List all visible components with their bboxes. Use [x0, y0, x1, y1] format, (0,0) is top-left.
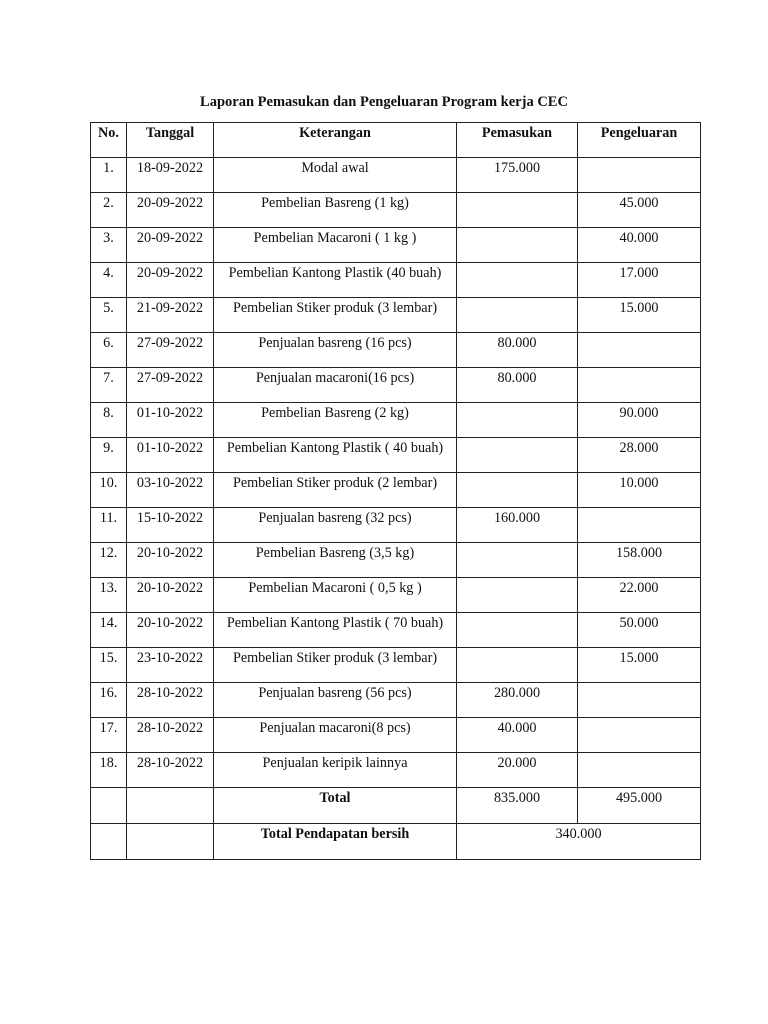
cell-pemasukan — [457, 193, 578, 228]
cell-pengeluaran: 15.000 — [578, 298, 701, 333]
total-row — [91, 788, 701, 824]
cell-tanggal: 28-10-2022 — [127, 683, 214, 718]
cell-pemasukan: 40.000 — [457, 718, 578, 753]
cell-no: 10. — [91, 473, 127, 508]
table-row — [91, 578, 701, 613]
cell-no: 18. — [91, 753, 127, 788]
cell-pengeluaran — [578, 368, 701, 403]
cell-pemasukan — [457, 403, 578, 438]
cell-pemasukan — [457, 578, 578, 613]
report-table — [90, 122, 701, 860]
table-row — [91, 473, 701, 508]
cell-pemasukan: 80.000 — [457, 333, 578, 368]
cell-pemasukan: 160.000 — [457, 508, 578, 543]
cell-keterangan: Pembelian Kantong Plastik (40 buah) — [214, 263, 457, 298]
cell-no: 16. — [91, 683, 127, 718]
cell-no: 9. — [91, 438, 127, 473]
cell-pemasukan — [457, 298, 578, 333]
total-date-cell — [127, 788, 214, 824]
cell-no: 2. — [91, 193, 127, 228]
cell-no: 12. — [91, 543, 127, 578]
total-no-cell — [91, 788, 127, 824]
total-pemasukan: 835.000 — [457, 788, 578, 824]
cell-no: 5. — [91, 298, 127, 333]
cell-no: 4. — [91, 263, 127, 298]
cell-tanggal: 18-09-2022 — [127, 158, 214, 193]
cell-pemasukan: 175.000 — [457, 158, 578, 193]
table-row — [91, 438, 701, 473]
cell-pengeluaran — [578, 718, 701, 753]
cell-tanggal: 23-10-2022 — [127, 648, 214, 683]
table-row — [91, 228, 701, 263]
cell-pengeluaran: 45.000 — [578, 193, 701, 228]
cell-keterangan: Modal awal — [214, 158, 457, 193]
cell-keterangan: Pembelian Stiker produk (3 lembar) — [214, 648, 457, 683]
cell-pemasukan — [457, 613, 578, 648]
cell-pengeluaran — [578, 158, 701, 193]
cell-pemasukan: 280.000 — [457, 683, 578, 718]
cell-keterangan: Pembelian Macaroni ( 1 kg ) — [214, 228, 457, 263]
cell-pemasukan — [457, 648, 578, 683]
table-row — [91, 648, 701, 683]
cell-pengeluaran: 10.000 — [578, 473, 701, 508]
cell-tanggal: 21-09-2022 — [127, 298, 214, 333]
cell-pemasukan — [457, 228, 578, 263]
header-keterangan: Keterangan — [214, 123, 457, 158]
cell-pengeluaran: 40.000 — [578, 228, 701, 263]
cell-keterangan: Penjualan basreng (32 pcs) — [214, 508, 457, 543]
report-body — [91, 158, 701, 860]
cell-no: 8. — [91, 403, 127, 438]
table-row — [91, 613, 701, 648]
cell-tanggal: 20-09-2022 — [127, 228, 214, 263]
net-income-row — [91, 824, 701, 860]
cell-keterangan: Pembelian Basreng (3,5 kg) — [214, 543, 457, 578]
cell-keterangan: Penjualan macaroni(16 pcs) — [214, 368, 457, 403]
net-income-label: Total Pendapatan bersih — [214, 824, 457, 860]
table-row — [91, 158, 701, 193]
cell-tanggal: 20-10-2022 — [127, 613, 214, 648]
cell-keterangan: Pembelian Kantong Plastik ( 40 buah) — [214, 438, 457, 473]
header-row — [91, 123, 701, 158]
net-date-cell — [127, 824, 214, 860]
cell-keterangan: Penjualan basreng (16 pcs) — [214, 333, 457, 368]
cell-pengeluaran: 17.000 — [578, 263, 701, 298]
cell-keterangan: Pembelian Stiker produk (3 lembar) — [214, 298, 457, 333]
cell-pemasukan — [457, 438, 578, 473]
cell-pemasukan — [457, 473, 578, 508]
cell-keterangan: Pembelian Macaroni ( 0,5 kg ) — [214, 578, 457, 613]
cell-pengeluaran — [578, 333, 701, 368]
cell-tanggal: 28-10-2022 — [127, 718, 214, 753]
cell-no: 17. — [91, 718, 127, 753]
cell-tanggal: 01-10-2022 — [127, 403, 214, 438]
table-row — [91, 193, 701, 228]
total-label: Total — [214, 788, 457, 824]
cell-tanggal: 20-09-2022 — [127, 263, 214, 298]
cell-no: 3. — [91, 228, 127, 263]
cell-tanggal: 03-10-2022 — [127, 473, 214, 508]
cell-pengeluaran: 50.000 — [578, 613, 701, 648]
cell-keterangan: Penjualan macaroni(8 pcs) — [214, 718, 457, 753]
cell-pengeluaran: 15.000 — [578, 648, 701, 683]
cell-no: 13. — [91, 578, 127, 613]
cell-no: 11. — [91, 508, 127, 543]
cell-tanggal: 28-10-2022 — [127, 753, 214, 788]
cell-tanggal: 20-09-2022 — [127, 193, 214, 228]
cell-keterangan: Penjualan basreng (56 pcs) — [214, 683, 457, 718]
header-tanggal: Tanggal — [127, 123, 214, 158]
cell-tanggal: 27-09-2022 — [127, 368, 214, 403]
cell-no: 14. — [91, 613, 127, 648]
cell-pengeluaran — [578, 753, 701, 788]
cell-tanggal: 15-10-2022 — [127, 508, 214, 543]
table-row — [91, 753, 701, 788]
cell-keterangan: Pembelian Kantong Plastik ( 70 buah) — [214, 613, 457, 648]
table-row — [91, 718, 701, 753]
cell-tanggal: 27-09-2022 — [127, 333, 214, 368]
table-row — [91, 543, 701, 578]
header-no: No. — [91, 123, 127, 158]
cell-pengeluaran — [578, 683, 701, 718]
table-row — [91, 298, 701, 333]
table-row — [91, 403, 701, 438]
cell-keterangan: Pembelian Stiker produk (2 lembar) — [214, 473, 457, 508]
cell-no: 15. — [91, 648, 127, 683]
net-income-value: 340.000 — [457, 824, 701, 860]
header-pemasukan: Pemasukan — [457, 123, 578, 158]
cell-keterangan: Pembelian Basreng (2 kg) — [214, 403, 457, 438]
cell-no: 6. — [91, 333, 127, 368]
cell-no: 7. — [91, 368, 127, 403]
cell-keterangan: Penjualan keripik lainnya — [214, 753, 457, 788]
cell-tanggal: 01-10-2022 — [127, 438, 214, 473]
table-row — [91, 683, 701, 718]
header-pengeluaran: Pengeluaran — [578, 123, 701, 158]
cell-pengeluaran: 22.000 — [578, 578, 701, 613]
cell-pemasukan: 80.000 — [457, 368, 578, 403]
cell-pemasukan: 20.000 — [457, 753, 578, 788]
cell-pengeluaran: 90.000 — [578, 403, 701, 438]
table-row — [91, 263, 701, 298]
cell-tanggal: 20-10-2022 — [127, 543, 214, 578]
cell-keterangan: Pembelian Basreng (1 kg) — [214, 193, 457, 228]
cell-pemasukan — [457, 263, 578, 298]
table-row — [91, 333, 701, 368]
table-row — [91, 508, 701, 543]
cell-pengeluaran — [578, 508, 701, 543]
cell-tanggal: 20-10-2022 — [127, 578, 214, 613]
total-pengeluaran: 495.000 — [578, 788, 701, 824]
cell-pengeluaran: 28.000 — [578, 438, 701, 473]
report-title: Laporan Pemasukan dan Pengeluaran Program kerja CEC — [200, 94, 568, 110]
cell-no: 1. — [91, 158, 127, 193]
table-row — [91, 368, 701, 403]
cell-pengeluaran: 158.000 — [578, 543, 701, 578]
cell-pemasukan — [457, 543, 578, 578]
net-no-cell — [91, 824, 127, 860]
